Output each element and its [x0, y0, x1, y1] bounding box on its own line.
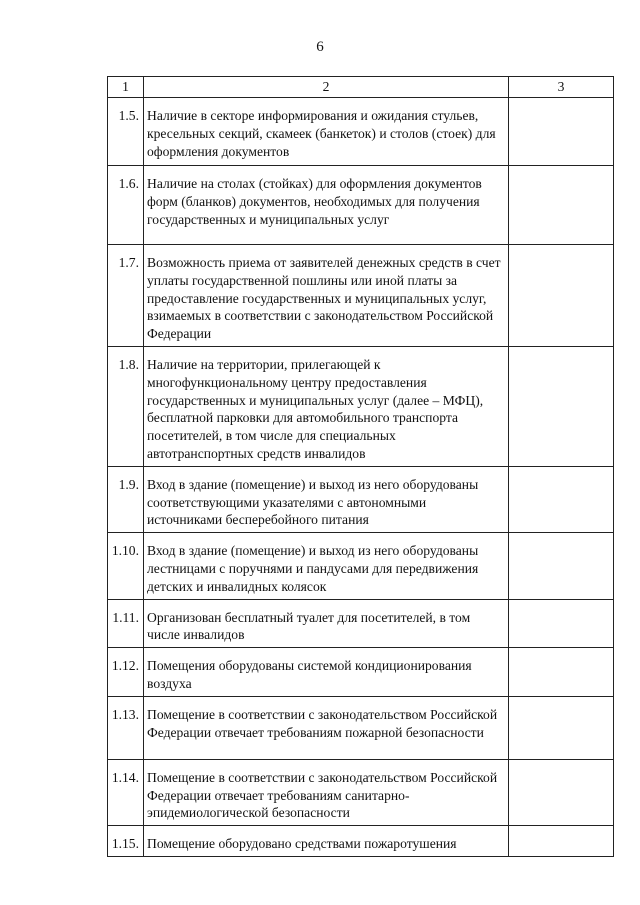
row-text: Возможность приема от заявителей денежных средств в счет уплаты государственной пошлины или иной платы за предоставление государственных и муниципальных услуг, взимаемых в соответствии с законодательством Российской Федерации — [144, 245, 509, 347]
row-number: 1.15. — [108, 826, 144, 857]
requirements-table-body — [108, 77, 614, 857]
row-text: Помещение оборудовано средствами пожаротушения — [144, 826, 509, 857]
table-row — [108, 166, 614, 245]
row-value — [509, 346, 614, 466]
table-row — [108, 245, 614, 347]
row-text: Наличие на территории, прилегающей к многофункциональному центру предоставления государственных и муниципальных услуг (далее – МФЦ), бесплатной парковки для автомобильного транспорта посетителей, в том числе для специальных автотранспортных средств инвалидов — [144, 346, 509, 466]
row-value — [509, 245, 614, 347]
row-number: 1.12. — [108, 648, 144, 697]
row-number: 1.11. — [108, 599, 144, 648]
row-number: 1.7. — [108, 245, 144, 347]
row-text: Помещение в соответствии с законодательством Российской Федерации отвечает требованиям пожарной безопасности — [144, 696, 509, 759]
row-value — [509, 648, 614, 697]
row-text: Наличие на столах (стойках) для оформления документов форм (бланков) документов, необходимых для получения государственных и муниципальных услуг — [144, 166, 509, 245]
row-value — [509, 599, 614, 648]
column-header-1: 1 — [108, 77, 144, 98]
row-value — [509, 466, 614, 532]
table-row — [108, 826, 614, 857]
table-header-row — [108, 77, 614, 98]
row-text: Вход в здание (помещение) и выход из него оборудованы лестницами с поручнями и пандусами для передвижения детских и инвалидных колясок — [144, 533, 509, 599]
row-text: Организован бесплатный туалет для посетителей, в том числе инвалидов — [144, 599, 509, 648]
row-number: 1.6. — [108, 166, 144, 245]
row-text: Вход в здание (помещение) и выход из него оборудованы соответствующими указателями с автономными источниками бесперебойного питания — [144, 466, 509, 532]
table-row — [108, 648, 614, 697]
row-number: 1.8. — [108, 346, 144, 466]
row-number: 1.9. — [108, 466, 144, 532]
row-number: 1.13. — [108, 696, 144, 759]
row-value — [509, 533, 614, 599]
row-text: Помещения оборудованы системой кондиционирования воздуха — [144, 648, 509, 697]
table-row — [108, 533, 614, 599]
row-number: 1.10. — [108, 533, 144, 599]
row-text: Помещение в соответствии с законодательством Российской Федерации отвечает требованиям санитарно-эпидемиологической безопасности — [144, 759, 509, 825]
table-row — [108, 599, 614, 648]
column-header-3: 3 — [509, 77, 614, 98]
requirements-table — [107, 76, 614, 857]
row-value — [509, 166, 614, 245]
row-text: Наличие в секторе информирования и ожидания стульев, кресельных секций, скамеек (банкеток) и столов (стоек) для оформления документов — [144, 98, 509, 166]
row-number: 1.5. — [108, 98, 144, 166]
table-row — [108, 346, 614, 466]
row-value — [509, 98, 614, 166]
row-value — [509, 759, 614, 825]
row-value — [509, 696, 614, 759]
table-row — [108, 696, 614, 759]
table-row — [108, 759, 614, 825]
row-number: 1.14. — [108, 759, 144, 825]
row-value — [509, 826, 614, 857]
table-row — [108, 466, 614, 532]
page-number: 6 — [316, 39, 324, 55]
column-header-2: 2 — [144, 77, 509, 98]
table-row — [108, 98, 614, 166]
